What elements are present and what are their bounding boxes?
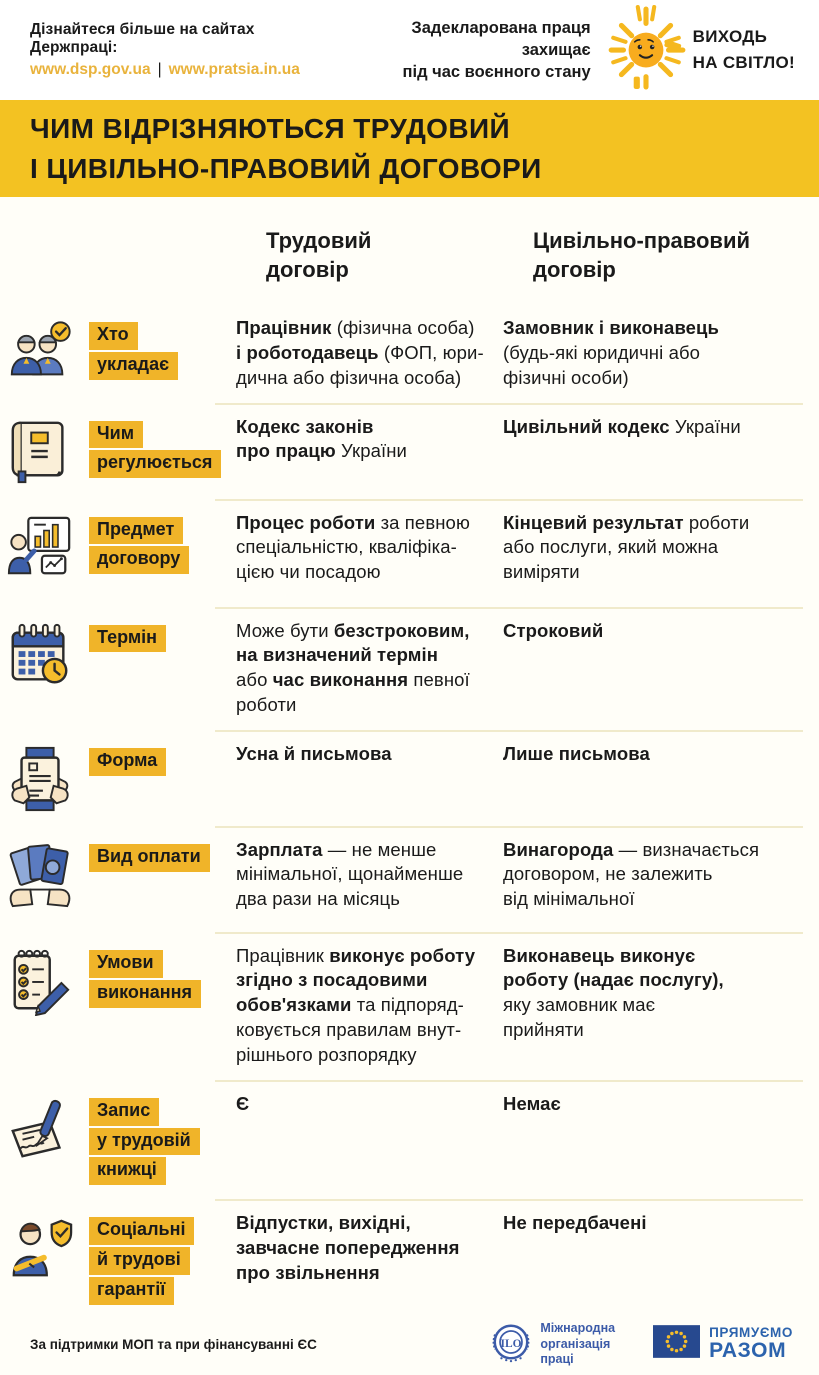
- row-label: Хто укладає: [89, 316, 227, 382]
- presentation-chart-icon: [0, 511, 80, 583]
- ilo-label: Міжнародна організація праці: [540, 1321, 616, 1366]
- sun-tools-icon: [603, 5, 689, 96]
- table-row: [0, 609, 819, 730]
- support-note: За підтримки МОП та при фінансуванні ЄС: [30, 1336, 317, 1352]
- civil-cell: Винагорода — визначається договором, не залежить від мінімальної: [503, 838, 760, 910]
- civil-cell: Не передбачені: [503, 1212, 647, 1234]
- labor-cell: Зарплата — не менше мінімальної, щонайменше два рази на місяць: [236, 838, 464, 910]
- svg-text:ILO: ILO: [500, 1337, 522, 1350]
- page-title-line1: ЧИМ ВІДРІЗНЯЮТЬСЯ ТРУДОВИЙ: [30, 113, 511, 145]
- labor-cell: Усна й письмова: [236, 742, 392, 764]
- column-header-civil: Цивільно-правовий договір: [533, 228, 750, 282]
- row-label: Запис у трудовій книжці: [89, 1092, 227, 1188]
- civil-cell: Строковий: [503, 619, 604, 641]
- footer: [0, 1323, 819, 1375]
- row-label: Предмет договору: [89, 511, 227, 577]
- page-title-line2: І ЦИВІЛЬНО-ПРАВОВИЙ ДОГОВОРИ: [30, 152, 542, 184]
- person-shield-icon: [0, 1211, 80, 1283]
- labor-cell: Процес роботи за певною спеціальністю, кваліфіка- цією чи посадою: [236, 511, 470, 583]
- title-banner: [0, 100, 819, 197]
- money-hands-icon: [0, 838, 80, 910]
- top-bar: [0, 0, 819, 100]
- sites-label: Дізнайтеся більше на сайтах Держпраці:: [30, 21, 255, 56]
- ilo-logo-icon: [490, 1321, 532, 1368]
- slogan: Задекларована праця захищає під час воєнного стану: [402, 18, 591, 82]
- row-label: Вид оплати: [89, 838, 227, 874]
- people-check-icon: [0, 316, 80, 388]
- eu-label: ПРЯМУЄМО РАЗОМ: [709, 1325, 793, 1363]
- dsp-link[interactable]: www.dsp.gov.ua: [30, 61, 151, 78]
- column-header-labor: Трудовий договір: [266, 228, 372, 282]
- labor-cell: Працівник (фізична особа) і роботодавець (ФОП, юри- дична або фізична особа): [236, 317, 484, 388]
- sites-block: [30, 21, 336, 79]
- link-separator: |: [157, 61, 162, 78]
- civil-cell: Немає: [503, 1092, 561, 1114]
- calendar-clock-icon: [0, 619, 80, 691]
- row-label: Форма: [89, 742, 227, 778]
- table-row: [0, 828, 819, 932]
- table-row: [0, 501, 819, 607]
- row-label: Чим регулюється: [89, 415, 227, 481]
- eu-flag-icon: [653, 1325, 700, 1363]
- row-label: Соціальні й трудові гарантії: [89, 1211, 227, 1307]
- civil-cell: Цивільний кодекс України: [503, 415, 741, 437]
- pratsia-link[interactable]: www.pratsia.in.ua: [168, 61, 300, 78]
- table-row: [0, 1082, 819, 1200]
- ilo-logo-block: [490, 1321, 615, 1368]
- civil-cell: Замовник і виконавець (будь-які юридичні або фізичні особи): [503, 317, 720, 388]
- civil-cell: Лише письмова: [503, 742, 650, 764]
- book-icon: [0, 415, 80, 487]
- labor-cell: Працівник виконує роботу згідно з посадовими обов'язками та підпоряд- ковується правилам внут- рішнього розпорядку: [236, 944, 476, 1065]
- civil-cell: Кінцевий результат роботи або послуги, який можна виміряти: [503, 511, 750, 583]
- row-label: Термін: [89, 619, 227, 655]
- labor-cell: Кодекс законів про працю України: [236, 415, 407, 462]
- row-label: Умови виконання: [89, 944, 227, 1010]
- labor-cell: Може бути безстроковим, на визначений термін або час виконання певної роботи: [236, 619, 470, 715]
- table-row: [0, 1201, 819, 1319]
- column-headers: [0, 197, 819, 306]
- table-row: [0, 405, 819, 499]
- civil-cell: Виконавець виконує роботу (надає послугу), яку замовник має прийняти: [503, 944, 724, 1040]
- table-row: [0, 732, 819, 826]
- comparison-table: [0, 197, 819, 1323]
- signature-pen-icon: [0, 1092, 80, 1164]
- table-row: [0, 934, 819, 1080]
- labor-cell: Є: [236, 1092, 250, 1114]
- checklist-pen-icon: [0, 944, 80, 1016]
- table-row: [0, 306, 819, 402]
- hands-document-icon: [0, 742, 80, 814]
- eu-logo-block: [653, 1325, 793, 1363]
- brand-text: ВИХОДЬ НА СВІТЛО!: [692, 26, 795, 72]
- campaign-logo: [603, 5, 795, 96]
- labor-cell: Відпустки, вихідні, завчасне попередження про звільнення: [236, 1212, 460, 1283]
